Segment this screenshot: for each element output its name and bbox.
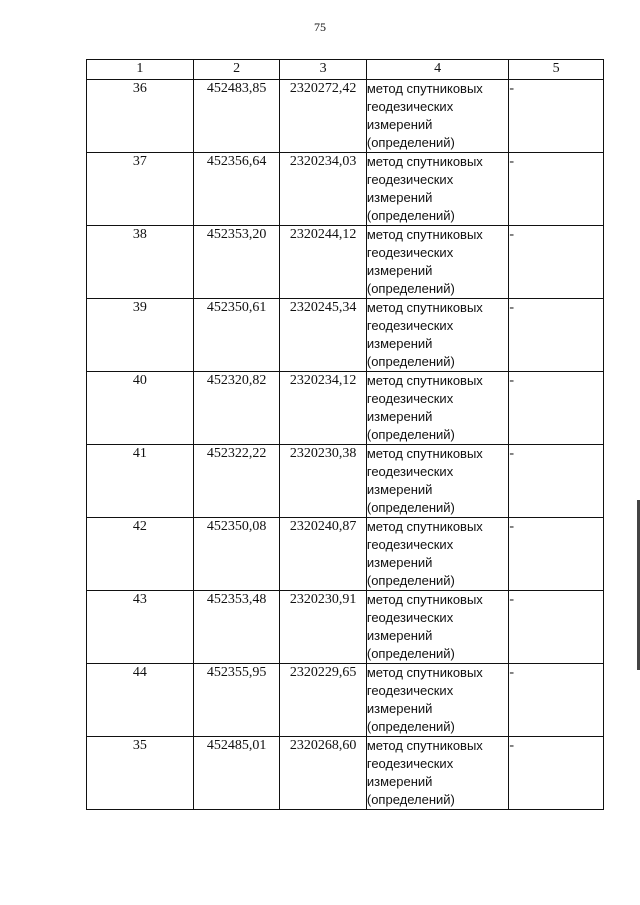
y-coordinate-cell: 2320230,91 <box>280 591 367 664</box>
table-body <box>87 80 604 810</box>
y-coordinate-cell: 2320234,12 <box>280 372 367 445</box>
note-cell: - <box>509 299 604 372</box>
column-header-5: 5 <box>509 60 604 80</box>
x-coordinate-cell: 452483,85 <box>193 80 280 153</box>
y-coordinate-cell: 2320240,87 <box>280 518 367 591</box>
y-coordinate-cell: 2320268,60 <box>280 737 367 810</box>
method-cell: метод спутниковых геодезических измерений (определений) <box>366 664 508 737</box>
table-row <box>87 518 604 591</box>
table-row <box>87 664 604 737</box>
point-number-cell: 44 <box>87 664 194 737</box>
method-cell: метод спутниковых геодезических измерений (определений) <box>366 80 508 153</box>
x-coordinate-cell: 452350,61 <box>193 299 280 372</box>
table-row <box>87 299 604 372</box>
point-number-cell: 41 <box>87 445 194 518</box>
point-number-cell: 39 <box>87 299 194 372</box>
column-header-3: 3 <box>280 60 367 80</box>
note-cell: - <box>509 80 604 153</box>
point-number-cell: 38 <box>87 226 194 299</box>
note-cell: - <box>509 664 604 737</box>
x-coordinate-cell: 452322,22 <box>193 445 280 518</box>
column-header-2: 2 <box>193 60 280 80</box>
x-coordinate-cell: 452355,95 <box>193 664 280 737</box>
note-cell: - <box>509 737 604 810</box>
note-cell: - <box>509 518 604 591</box>
method-cell: метод спутниковых геодезических измерений (определений) <box>366 445 508 518</box>
table-row <box>87 737 604 810</box>
x-coordinate-cell: 452356,64 <box>193 153 280 226</box>
y-coordinate-cell: 2320244,12 <box>280 226 367 299</box>
point-number-cell: 42 <box>87 518 194 591</box>
table-header-row <box>87 60 604 80</box>
method-cell: метод спутниковых геодезических измерений (определений) <box>366 591 508 664</box>
method-cell: метод спутниковых геодезических измерений (определений) <box>366 226 508 299</box>
note-cell: - <box>509 591 604 664</box>
table-row <box>87 80 604 153</box>
note-cell: - <box>509 372 604 445</box>
table-row <box>87 153 604 226</box>
y-coordinate-cell: 2320230,38 <box>280 445 367 518</box>
note-cell: - <box>509 226 604 299</box>
y-coordinate-cell: 2320272,42 <box>280 80 367 153</box>
note-cell: - <box>509 445 604 518</box>
method-cell: метод спутниковых геодезических измерений (определений) <box>366 299 508 372</box>
y-coordinate-cell: 2320245,34 <box>280 299 367 372</box>
x-coordinate-cell: 452350,08 <box>193 518 280 591</box>
column-header-1: 1 <box>87 60 194 80</box>
page-number: 75 <box>314 20 326 34</box>
y-coordinate-cell: 2320234,03 <box>280 153 367 226</box>
point-number-cell: 37 <box>87 153 194 226</box>
y-coordinate-cell: 2320229,65 <box>280 664 367 737</box>
coordinates-table <box>86 59 604 810</box>
table-row <box>87 226 604 299</box>
x-coordinate-cell: 452485,01 <box>193 737 280 810</box>
method-cell: метод спутниковых геодезических измерений (определений) <box>366 153 508 226</box>
table-row <box>87 372 604 445</box>
column-header-4: 4 <box>366 60 508 80</box>
note-cell: - <box>509 153 604 226</box>
point-number-cell: 36 <box>87 80 194 153</box>
method-cell: метод спутниковых геодезических измерений (определений) <box>366 737 508 810</box>
method-cell: метод спутниковых геодезических измерений (определений) <box>366 518 508 591</box>
method-cell: метод спутниковых геодезических измерений (определений) <box>366 372 508 445</box>
point-number-cell: 43 <box>87 591 194 664</box>
x-coordinate-cell: 452353,48 <box>193 591 280 664</box>
table-row <box>87 445 604 518</box>
table-row <box>87 591 604 664</box>
point-number-cell: 35 <box>87 737 194 810</box>
point-number-cell: 40 <box>87 372 194 445</box>
x-coordinate-cell: 452320,82 <box>193 372 280 445</box>
x-coordinate-cell: 452353,20 <box>193 226 280 299</box>
